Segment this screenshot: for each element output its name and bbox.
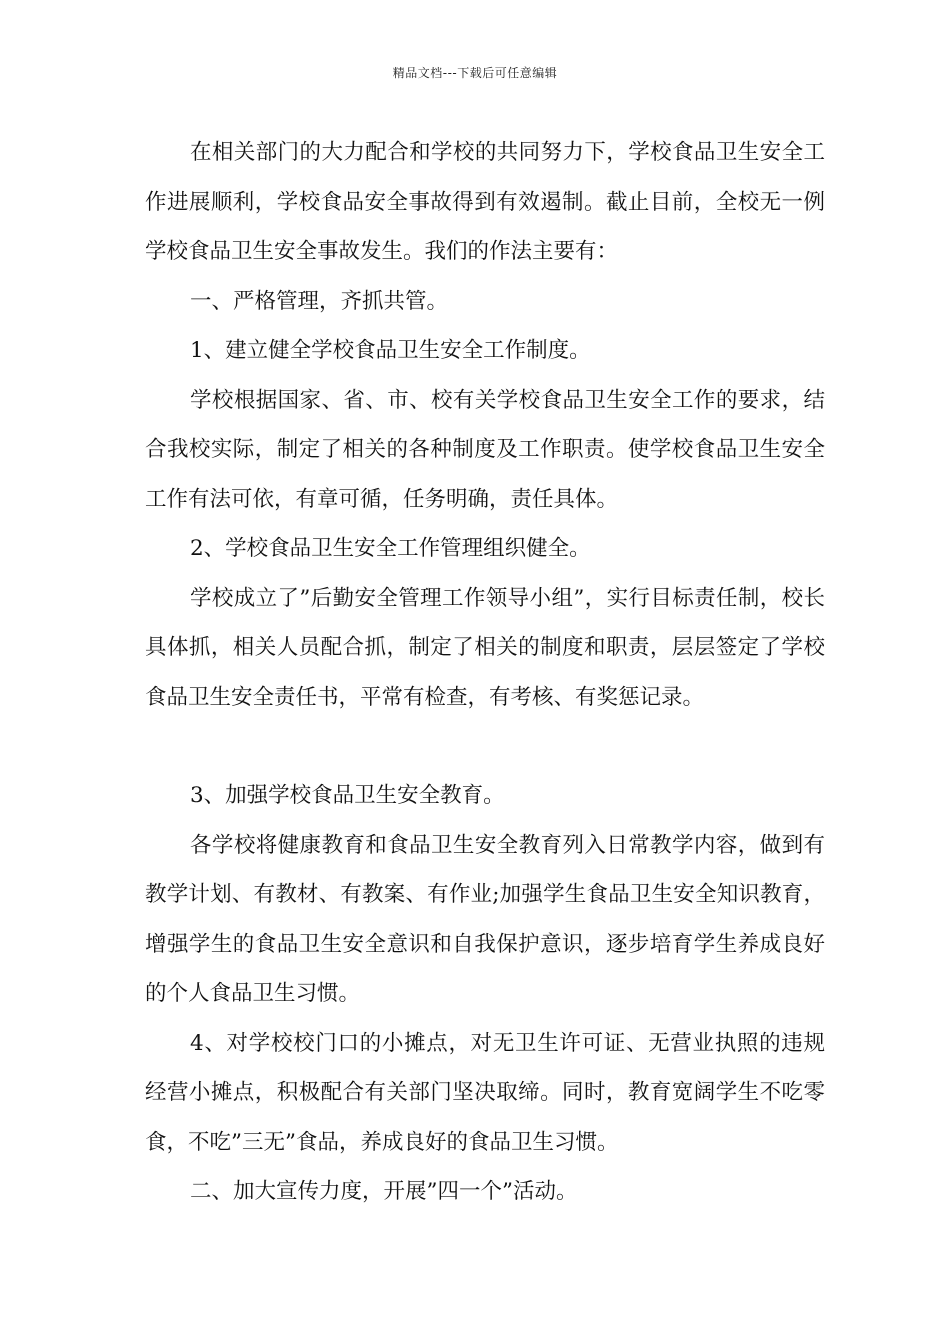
paragraph-1: 学校根据国家、省、市、校有关学校食品卫生安全工作的要求，结合我校实际，制定了相关的各种制度及工作职责。使学校食品卫生安全工作有法可依，有章可循，任务明确，责任具体。 bbox=[145, 387, 825, 512]
section-heading-1: 一、严格管理，齐抓共管。 bbox=[190, 288, 449, 314]
section-heading-2: 二、加大宣传力度，开展”四一个”活动。 bbox=[190, 1179, 578, 1204]
document-body bbox=[145, 128, 825, 1217]
paragraph-intro: 在相关部门的大力配合和学校的共同努力下，学校食品卫生安全工作进展顺利，学校食品安全事故得到有效遏制。截止目前，全校无一例学校食品卫生安全事故发生。我们的作法主要有： bbox=[145, 140, 825, 264]
page-header: 精品文档---下载后可任意编辑 bbox=[392, 66, 558, 80]
subheading-2: 2、学校食品卫生安全工作管理组织健全。 bbox=[190, 536, 591, 561]
paragraph-3: 各学校将健康教育和食品卫生安全教育列入日常教学内容，做到有教学计划、有教材、有教案、有作业;加强学生食品卫生安全知识教育，增强学生的食品卫生安全意识和自我保护意识，逐步培育学生养成良好的个人食品卫生习惯。 bbox=[145, 832, 825, 1006]
subheading-3: 3、加强学校食品卫生安全教育。 bbox=[190, 783, 505, 808]
blank-line bbox=[145, 722, 825, 771]
subheading-1: 1、建立健全学校食品卫生安全工作制度。 bbox=[190, 338, 591, 363]
paragraph-4: 4、对学校校门口的小摊点，对无卫生许可证、无营业执照的违规经营小摊点，积极配合有关部门坚决取缔。同时，教育宽阔学生不吃零食，不吃”三无”食品，养成良好的食品卫生习惯。 bbox=[145, 1030, 825, 1155]
paragraph-2: 学校成立了”后勤安全管理工作领导小组”，实行目标责任制，校长具体抓，相关人员配合抓，制定了相关的制度和职责，层层签定了学校食品卫生安全责任书，平常有检查，有考核、有奖惩记录。 bbox=[145, 585, 825, 710]
